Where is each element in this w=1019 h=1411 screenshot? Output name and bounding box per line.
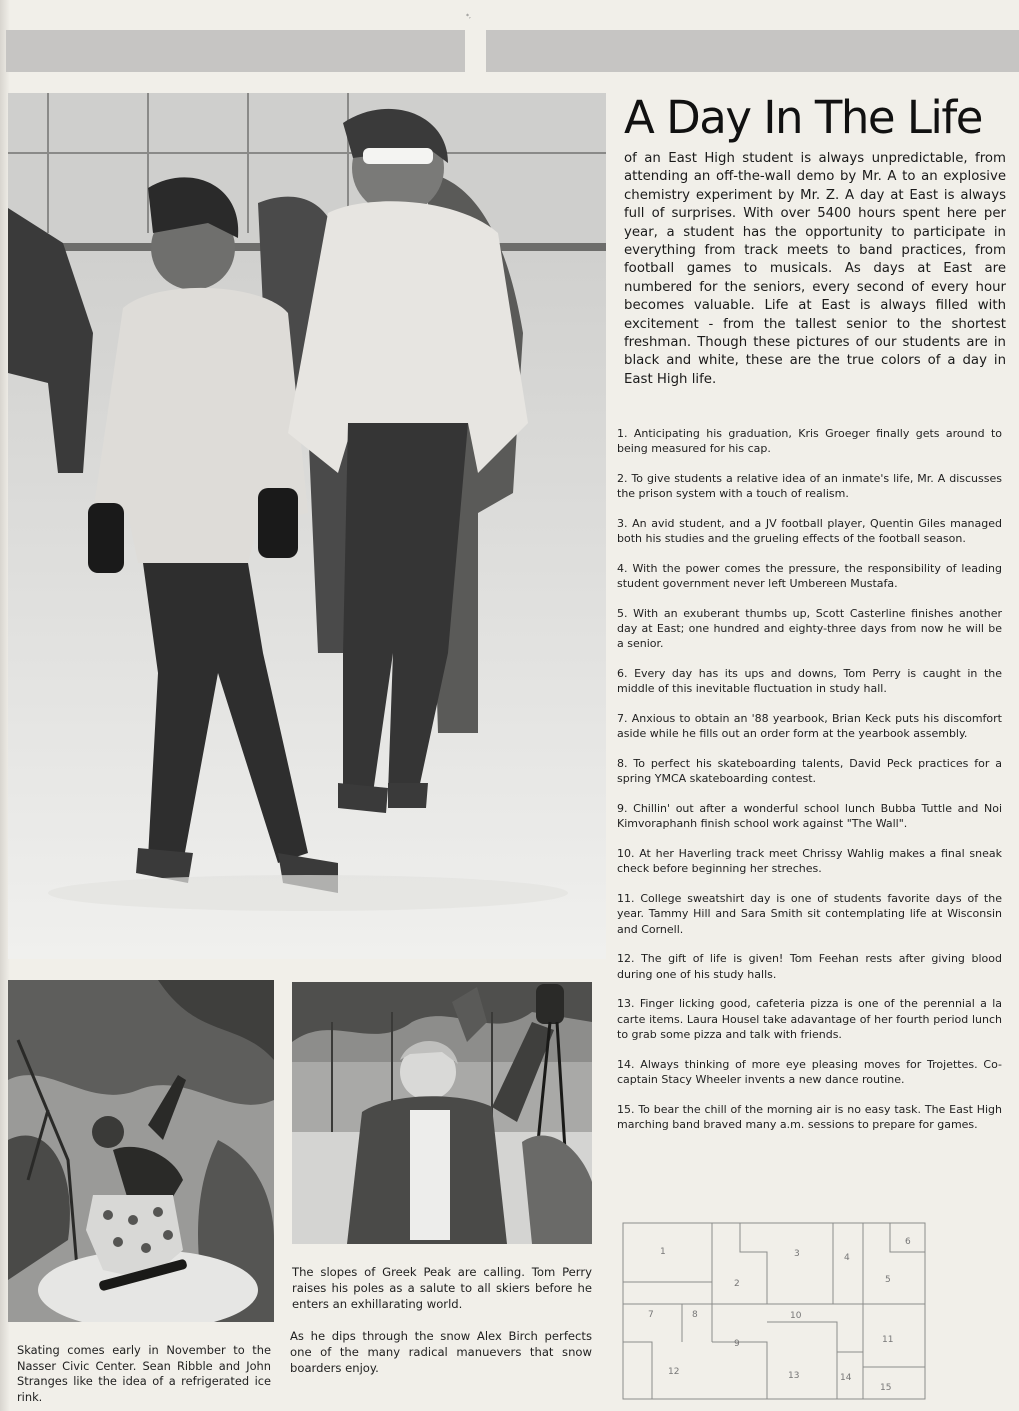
layout-key-number: 11 [882,1335,894,1345]
caption-item: 9. Chillin' out after a wonderful school lunch Bubba Tuttle and Noi Kimvoraphanh finish school work against "The Wall". [617,802,1002,831]
page-mark: *, [466,13,471,20]
caption-item: 7. Anxious to obtain an '88 yearbook, Brian Keck puts his discomfort aside while he fills out an order form at the yearbook assembly. [617,712,1002,741]
layout-key-number: 14 [840,1373,852,1383]
caption-item: 4. With the power comes the pressure, the responsibility of leading student government never left Umbereen Mustafa. [617,562,1002,591]
caption-item: 2. To give students a relative idea of an inmate's life, Mr. A discusses the prison system with a touch of realism. [617,472,1002,501]
layout-key-number: 4 [844,1253,850,1263]
photo-skier [292,982,592,1244]
layout-key-number: 6 [905,1237,911,1247]
layout-key-number: 12 [668,1367,680,1377]
caption-item: 12. The gift of life is given! Tom Feehan rests after giving blood during one of his study halls. [617,952,1002,981]
layout-key-number: 10 [790,1311,802,1321]
caption-item: 15. To bear the chill of the morning air is no easy task. The East High marching band braved many a.m. sessions to prepare for games. [617,1102,1002,1131]
intro-paragraph: of an East High student is always unpredictable, from attending an off-the-wall demo by Mr. A to an explosive chemistry experiment by Mr. Z. A day at East is always full of surprises. With over 5400 hours spent here per year, a student has the opportunity to participate in everything from track meets to band practices, from football games to musicals. As days at East are numbered for the seniors, every second of every hour becomes valuable. Life at East is always filled with excitement - from the tallest senior to the shortest freshman. Though these pictures of our students are in black and white, these are the true colors of a day in East High life. [624,151,1006,387]
layout-key-number: 15 [880,1383,892,1393]
layout-key-number: 5 [885,1275,891,1285]
photo-ice-skaters [8,93,606,959]
header-band-left [6,30,465,72]
caption-item: 14. Always thinking of more eye pleasing moves for Trojettes. Co-captain Stacy Wheeler invents a new dance routine. [617,1057,1002,1086]
photo-layout-key [622,1222,926,1400]
layout-key-number: 7 [648,1310,654,1320]
layout-key-number: 1 [660,1247,666,1257]
layout-key-number: 3 [794,1249,800,1259]
layout-key-number: 2 [734,1279,740,1289]
caption-alex-birch: As he dips through the snow Alex Birch perfects one of the many radical manuevers that snow boarders enjoy. [290,1329,592,1375]
caption-item: 10. At her Haverling track meet Chrissy Wahlig makes a final sneak check before beginning her streches. [617,847,1002,876]
caption-item: 1. Anticipating his graduation, Kris Groeger finally gets around to being measured for his cap. [617,427,1002,456]
caption-skating: Skating comes early in November to the Nasser Civic Center. Sean Ribble and John Stranges like the idea of a refrigerated ice rink. [17,1343,271,1404]
layout-key-number: 13 [788,1371,800,1381]
caption-item: 5. With an exuberant thumbs up, Scott Casterline finishes another day at East; one hundred and eighty-three days from now he will be a senior. [617,607,1002,651]
caption-greek-peak: The slopes of Greek Peak are calling. Tom Perry raises his poles as a salute to all skiers before he enters an exhillarating world. [292,1265,592,1311]
photo-snowboarder [8,980,274,1322]
caption-item: 3. An avid student, and a JV football player, Quentin Giles managed both his studies and the grueling effects of the football season. [617,517,1002,546]
caption-item: 8. To perfect his skateboarding talents, David Peck practices for a spring YMCA skateboarding contest. [617,757,1002,786]
caption-item: 13. Finger licking good, cafeteria pizza is one of the perennial a la carte items. Laura Housel take adavantage of her fourth period lunch to grab some pizza and talk with friends. [617,997,1002,1041]
header-band-right [486,30,1019,72]
headline: A Day In The Life [624,91,982,144]
caption-item: 11. College sweatshirt day is one of students favorite days of the year. Tammy Hill and Sara Smith sit contemplating life at Wisconsin and Cornell. [617,892,1002,936]
layout-key-number: 8 [692,1310,698,1320]
photo-captions-list [617,426,1002,1147]
caption-item: 6. Every day has its ups and downs, Tom Perry is caught in the middle of this inevitable fluctuation in study hall. [617,667,1002,696]
layout-key-number: 9 [734,1339,740,1349]
